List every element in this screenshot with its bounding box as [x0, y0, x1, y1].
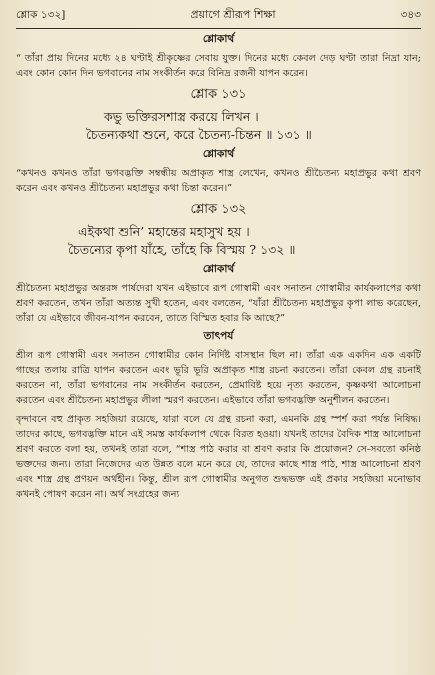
verse-line: চৈতন্যকথা শুনে, করে চৈতন্য-চিন্তন ॥ ১৩১ ॥	[86, 127, 312, 142]
page-header	[16, 6, 421, 29]
verse-title: শ্লোক ১৩২	[190, 202, 247, 217]
translation-paragraph: “ তাঁরা প্রায় দিনের মধ্যে ২৪ ঘণ্টাই শ্রীকৃষ্ণের সেবায় যুক্ত। দিনের মধ্যে কেবল দেড় ঘণ্টা তারা নিদ্রা যান; এবং কোন কোন দিন ভগবানের নাম সংকীর্তন করে বিনিদ্র রজনী যাপন করেন।	[16, 53, 421, 79]
purport-label: তাৎপর্য	[203, 330, 234, 342]
translation-label: শ্লোকার্থ	[202, 148, 235, 160]
translation-paragraph: শ্রীচৈতন্য মহাপ্রভুর অন্তরঙ্গ পার্ষদেরা যখন এইভাবে রূপ গোস্বামী এবং সনাতন গোস্বামীর কার্যকলাপের কথা শ্রবণ করতেন, তখন তাঁরা অত্যন্ত সুখী হতেন, এবং বলতেন, “যাঁরা শ্রীচৈতন্য মহাপ্রভুর কৃপা লাভ করেছেন, তাঁরা যে এইভাবে জীবন-যাপন করবেন, তাতে বিস্মিত হবার কি আছে?”	[16, 283, 421, 324]
purport-paragraph: বৃন্দাবনে বহু প্রাকৃত সহজিয়া রয়েছে, যারা বলে যে গ্রন্থ রচনা করা, এমনকি গ্রন্থ স্পর্শ করা পর্যন্ত নিষিদ্ধ। তাদের কাছে, ভগবদ্ভক্তি মানে এই সমস্ত কার্যকলাপ থেকে বিরত হওয়া। যখনই তাদের বৈদিক শাস্ত্র আলোচনা শ্রবণ করতে বলা হয়, তখনই তারা বলে, “শাস্ত্র পাঠ করার বা শ্রবণ করার কি প্রয়োজন? সে-সবতো কনিষ্ঠ ভক্তদের জন্য। তারা নিজেদের এত উন্নত বলে মনে করে যে, তাদের কাছে শাস্ত্র পাঠ, শাস্ত্র আলোচনা শ্রবণ এবং শাস্ত্র গ্রন্থ প্রণয়ন অর্থহীন। কিন্তু, শ্রীল রূপ গোস্বামীর অনুগত শুদ্ধভক্ত এই প্রকার সহজিয়া মনোভাব কখনই পোষণ করেন না। অর্থ সংগ্রহের জন্য	[16, 414, 421, 500]
header-verse-ref: শ্লোক ১৩২]	[16, 9, 66, 21]
verse-line: কভু ভক্তিরসশাস্ত্র করয়ে লিখন ।	[104, 109, 259, 124]
translation-label: শ্লোকার্থ	[202, 33, 235, 45]
purport-paragraph: শ্রীল রূপ গোস্বামী এবং সনাতন গোস্বামীর কোন নির্দিষ্ট বাসস্থান ছিল না। তাঁরা এক একদিন এক একটি গাছের তলায় রাত্রি যাপন করতেন এবং ভূরি ভূরি অপ্রাকৃত শাস্ত্র রচনা করতেন। তাঁরা কেবল গ্রন্থ রচনাই করতেন না, তাঁরা ভগবানের নাম সংকীর্তন করতেন, প্রেমাবিষ্ট হয়ে নৃত্য করতেন, কৃষ্ণকথা আলোচনা করতেন এবং শ্রীচৈতন্য মহাপ্রভুর লীলা স্মরণ করতেন। এইভাবে তাঁরা ভগবদ্ভক্তি অনুশীলন করতেন।	[16, 350, 421, 406]
verse-title: শ্লোক ১৩১	[190, 87, 247, 102]
header-chapter-title: প্রয়াগে শ্রীরূপ শিক্ষা	[190, 8, 276, 21]
verse-line: চৈতন্যের কৃপা যাঁহে, তাঁহে কি বিস্ময় ? ১৩২ ॥	[68, 242, 296, 257]
verse-line: এইকথা শুনি’ মহান্তের মহাসুখ হয় ।	[78, 224, 250, 239]
translation-label: শ্লোকার্থ	[202, 263, 235, 275]
translation-paragraph: “কখনও কখনও তাঁরা ভগবদ্ভক্তি সম্বন্ধীয় অপ্রাকৃত শাস্ত্র লেখেন, কখনও শ্রীচৈতন্য মহাপ্রভুর কথা শ্রবণ করেন এবং কখনও শ্রীচৈতন্য মহাপ্রভুর কথা চিন্তা করেন।”	[16, 168, 421, 194]
header-page-number: ৩৪৩	[400, 9, 421, 21]
